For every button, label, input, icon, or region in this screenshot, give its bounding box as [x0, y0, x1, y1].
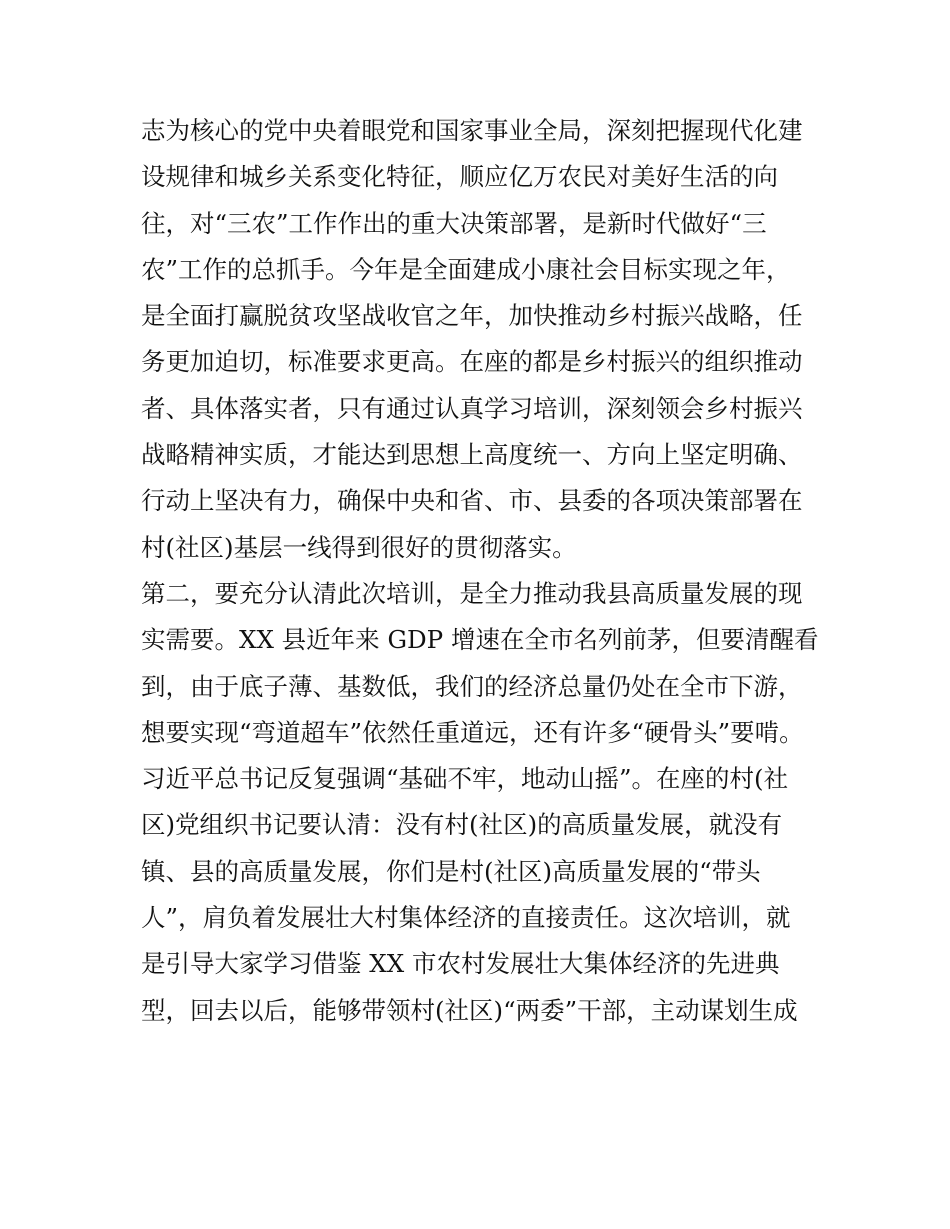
- text-line: 往，对“三农”工作作出的重大决策部署，是新时代做好“三: [141, 208, 767, 238]
- text-line: 者、具体落实者，只有通过认真学习培训，深刻领会乡村振兴: [141, 393, 803, 423]
- text-line: 农”工作的总抓手。今年是全面建成小康社会目标实现之年，: [141, 254, 791, 284]
- text-line: 想要实现“弯道超车”依然任重道远，还有许多“硬骨头”要啃。: [141, 717, 804, 747]
- text-line: 设规律和城乡关系变化特征，顺应亿万农民对美好生活的向: [141, 162, 778, 192]
- text-line: 习近平总书记反复强调“基础不牢，地动山摇”。在座的村(社: [141, 764, 789, 794]
- text-line: 志为核心的党中央着眼党和国家事业全局，深刻把握现代化建: [141, 116, 803, 145]
- text-line: 区)党组织书记要认清：没有村(社区)的高质量发展，就没有: [141, 810, 783, 840]
- text-line: 是全面打赢脱贫攻坚战收官之年，加快推动乡村振兴战略，任: [141, 301, 803, 331]
- text-line: 型，回去以后，能够带领村(社区)“两委”干部，主动谋划生成: [141, 995, 798, 1025]
- text-line: 村(社区)基层一线得到很好的贯彻落实。: [141, 532, 577, 562]
- body-text: [141, 108, 821, 1034]
- text-line: 人”，肩负着发展壮大村集体经济的直接责任。这次培训，就: [141, 903, 791, 933]
- text-line: 镇、县的高质量发展，你们是村(社区)高质量发展的“带头: [141, 856, 761, 886]
- text-line: 务更加迫切，标准要求更高。在座的都是乡村振兴的组织推动: [141, 347, 803, 377]
- text-line: 到，由于底子薄、基数低，我们的经济总量仍处在全市下游，: [141, 671, 803, 701]
- text-line: 第二，要充分认清此次培训，是全力推动我县高质量发展的现: [141, 578, 803, 608]
- text-line: 实需要。XX 县近年来 GDP 增速在全市名列前茅，但要清醒看: [141, 625, 819, 655]
- text-line: 战略精神实质，才能达到思想上高度统一、方向上坚定明确、: [141, 440, 803, 470]
- text-line: 是引导大家学习借鉴 XX 市农村发展壮大集体经济的先进典: [141, 949, 780, 979]
- text-line: 行动上坚决有力，确保中央和省、市、县委的各项决策部署在: [141, 486, 803, 516]
